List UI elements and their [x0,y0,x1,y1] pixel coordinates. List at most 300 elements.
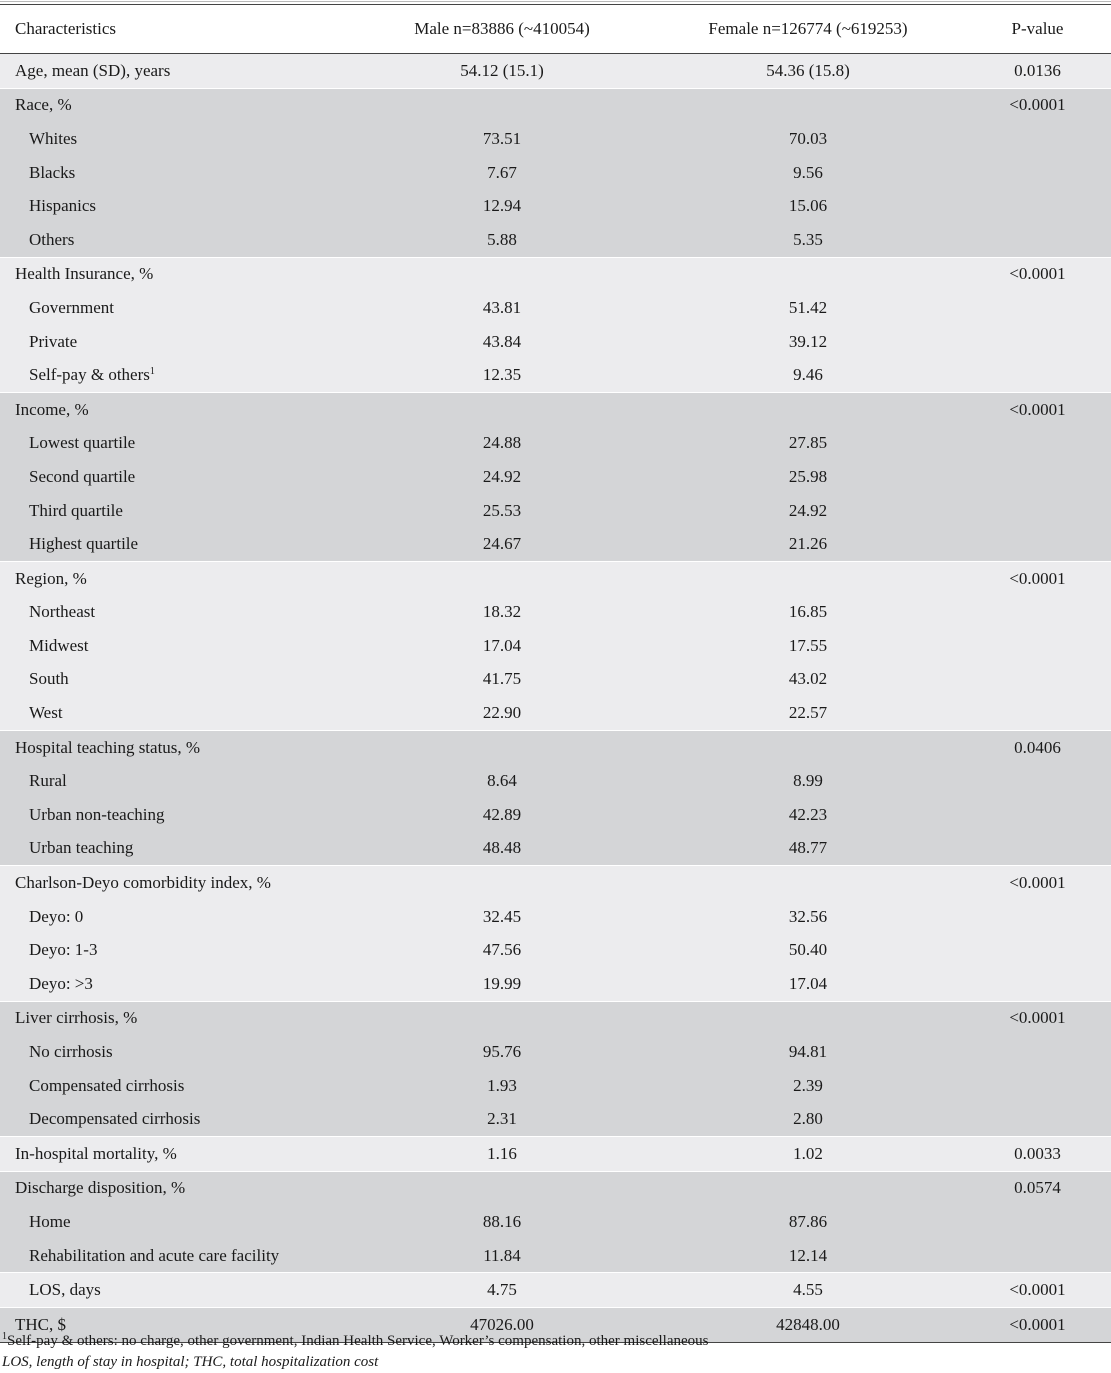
row-label-text: Private [29,331,78,351]
characteristics-table [0,4,1111,1343]
p-value [964,561,1111,595]
male-value-text: 1.93 [487,1075,517,1095]
table-row [0,156,1111,190]
footnote-self-pay-text: Self-pay & others: no charge, other government, Indian Health Service, Worker’s compensation, other miscellaneous [7,1333,709,1349]
row-label [0,1001,352,1035]
p-value [964,156,1111,190]
table-row [0,900,1111,934]
male-value-text: 48.48 [482,838,522,858]
female-value [652,1137,964,1172]
female-value-text: 50.40 [788,940,828,960]
p-value [964,596,1111,630]
male-value-text: 43.81 [482,297,522,317]
footnote-abbreviations: LOS, length of stay in hospital; THC, total hospitalization cost [2,1354,379,1370]
p-value-text: 0.0033 [1014,1143,1061,1163]
row-label-text: Lowest quartile [29,433,136,453]
row-label [0,494,352,528]
row-label-text: Northeast [29,602,96,622]
table-row [0,1001,1111,1035]
male-value-text: 47.56 [482,940,522,960]
table-row [0,494,1111,528]
table-row [0,933,1111,967]
row-label [0,257,352,291]
row-label [0,832,352,866]
female-value [652,696,964,730]
row-label-text: Race, % [15,95,72,115]
male-value [352,122,652,156]
female-value [652,223,964,257]
row-label-text: South [29,669,69,689]
p-value [964,325,1111,359]
row-label [0,392,352,426]
male-value-text: 12.35 [482,365,522,385]
female-value-text: 70.03 [788,128,828,148]
table-footnotes [2,1331,709,1373]
table-row [0,325,1111,359]
p-value [964,1307,1111,1342]
p-value [964,730,1111,764]
male-value-text: 24.67 [482,534,522,554]
male-value-text: 12.94 [482,196,522,216]
female-value [652,1171,964,1205]
row-label-text: Rehabilitation and acute care facility [29,1245,280,1265]
table-row [0,189,1111,223]
female-value-text: 15.06 [788,196,828,216]
p-value [964,866,1111,900]
female-value [652,730,964,764]
header-characteristics: Characteristics [0,5,352,54]
row-label-text: Compensated cirrhosis [29,1075,185,1095]
table-row [0,1273,1111,1308]
female-value [652,967,964,1001]
male-value [352,561,652,595]
p-value [964,291,1111,325]
female-value [652,1273,964,1308]
table-row [0,1035,1111,1069]
row-label-text: Highest quartile [29,534,139,554]
male-value-text: 43.84 [482,331,522,351]
footnote-marker: 1 [2,1331,7,1342]
female-value-text: 42848.00 [776,1314,840,1334]
table-row [0,54,1111,89]
male-value [352,967,652,1001]
male-value-text: 7.67 [487,162,517,182]
male-value-text: 95.76 [482,1042,522,1062]
female-value-text: 22.57 [788,703,828,723]
male-value [352,156,652,190]
row-label [0,291,352,325]
table-row [0,798,1111,832]
p-value-text: 0.0406 [1014,737,1061,757]
male-value [352,596,652,630]
female-value-text: 4.55 [793,1280,823,1300]
male-value-text: 2.31 [487,1109,517,1129]
female-value [652,427,964,461]
p-value [964,1035,1111,1069]
header-male: Male n=83886 (~410054) [352,5,652,54]
female-value-text: 5.35 [793,229,823,249]
p-value [964,832,1111,866]
female-value-text: 17.55 [788,635,828,655]
row-label-text: Blacks [29,162,76,182]
male-value-text: 73.51 [482,128,522,148]
male-value [352,527,652,561]
p-value [964,358,1111,392]
row-label-text: Whites [29,128,78,148]
p-value [964,1137,1111,1172]
table-row [0,291,1111,325]
row-label [0,596,352,630]
male-value [352,460,652,494]
male-value [352,832,652,866]
p-value [964,1001,1111,1035]
row-label [0,696,352,730]
female-value [652,596,964,630]
row-label-text: Charlson-Deyo comorbidity index, % [15,873,271,893]
row-label [0,1171,352,1205]
female-value-text: 39.12 [788,331,828,351]
row-label-text: Health Insurance, % [15,264,154,284]
male-value-text: 54.12 (15.1) [460,60,544,80]
female-value [652,494,964,528]
p-value [964,696,1111,730]
table-row [0,427,1111,461]
female-value-text: 42.23 [788,804,828,824]
male-value [352,494,652,528]
male-value [352,358,652,392]
table-row [0,527,1111,561]
male-value-text: 18.32 [482,602,522,622]
female-value-text: 43.02 [788,669,828,689]
female-value-text: 12.14 [788,1245,828,1265]
table-row [0,596,1111,630]
row-label [0,561,352,595]
female-value [652,561,964,595]
female-value [652,1035,964,1069]
row-label [0,730,352,764]
female-value [652,189,964,223]
p-value-text: <0.0001 [1009,568,1066,588]
table-row [0,88,1111,122]
row-label-text: Others [29,229,75,249]
table-row [0,730,1111,764]
row-label [0,1035,352,1069]
row-label [0,1137,352,1172]
male-value [352,1102,652,1136]
footnote-self-pay [2,1331,709,1352]
female-value [652,663,964,697]
female-value-text: 87.86 [788,1211,828,1231]
male-value-text: 42.89 [482,804,522,824]
female-value [652,900,964,934]
row-label [0,54,352,89]
male-value [352,88,652,122]
p-value-text: <0.0001 [1009,1280,1066,1300]
row-label [0,156,352,190]
female-value-text: 54.36 (15.8) [766,60,850,80]
male-value [352,900,652,934]
female-value-text: 2.39 [793,1075,823,1095]
female-value-text: 25.98 [788,466,828,486]
row-label-text: Self-pay & others [29,365,150,385]
female-value [652,832,964,866]
p-value [964,257,1111,291]
female-value-text: 21.26 [788,534,828,554]
p-value [964,1171,1111,1205]
row-label-text: Decompensated cirrhosis [29,1109,201,1129]
table-row [0,223,1111,257]
table-row [0,1205,1111,1239]
row-label [0,88,352,122]
row-label [0,900,352,934]
male-value-text: 32.45 [482,906,522,926]
row-label [0,629,352,663]
female-value [652,933,964,967]
table-row [0,764,1111,798]
row-label [0,1273,352,1308]
row-label [0,1239,352,1273]
male-value [352,189,652,223]
row-label-text: Liver cirrhosis, % [15,1008,138,1028]
male-value-text: 41.75 [482,669,522,689]
p-value [964,1239,1111,1273]
male-value [352,257,652,291]
male-value [352,1273,652,1308]
male-value [352,629,652,663]
row-label-text: Government [29,297,114,317]
p-value [964,764,1111,798]
male-value [352,1205,652,1239]
row-label-text: Home [29,1211,71,1231]
male-value-text: 47026.00 [470,1314,534,1334]
table-row [0,967,1111,1001]
row-label-text: THC, $ [15,1314,66,1334]
p-value [964,122,1111,156]
male-value-text: 25.53 [482,500,522,520]
table-row [0,561,1111,595]
female-value [652,1205,964,1239]
row-label-text: Deyo: >3 [29,973,93,993]
female-value [652,325,964,359]
male-value [352,764,652,798]
female-value-text: 9.56 [793,162,823,182]
p-value [964,798,1111,832]
row-label [0,460,352,494]
header-female: Female n=126774 (~619253) [652,5,964,54]
female-value-text: 8.99 [793,771,823,791]
row-label [0,967,352,1001]
p-value-text: <0.0001 [1009,1314,1066,1334]
row-label [0,189,352,223]
male-value [352,392,652,426]
male-value [352,866,652,900]
row-label [0,527,352,561]
p-value-text: <0.0001 [1009,95,1066,115]
male-value-text: 19.99 [482,973,522,993]
p-value [964,663,1111,697]
male-value-text: 4.75 [487,1280,517,1300]
row-label-text: Hospital teaching status, % [15,737,201,757]
table-row [0,1102,1111,1136]
female-value [652,629,964,663]
male-value [352,1239,652,1273]
female-value [652,764,964,798]
female-value [652,1239,964,1273]
female-value [652,358,964,392]
row-label-text: Deyo: 1-3 [29,940,98,960]
female-value-text: 48.77 [788,838,828,858]
table-row [0,1239,1111,1273]
row-label [0,122,352,156]
row-label [0,764,352,798]
p-value [964,967,1111,1001]
female-value-text: 24.92 [788,500,828,520]
male-value [352,696,652,730]
row-label-text: Region, % [15,568,87,588]
male-value-text: 88.16 [482,1211,522,1231]
female-value-text: 51.42 [788,297,828,317]
female-value [652,291,964,325]
p-value-text: <0.0001 [1009,399,1066,419]
male-value-text: 5.88 [487,229,517,249]
p-value [964,460,1111,494]
table-row [0,696,1111,730]
male-value [352,291,652,325]
female-value-text: 27.85 [788,433,828,453]
row-label [0,866,352,900]
row-label-text: Income, % [15,399,89,419]
row-label [0,427,352,461]
female-value [652,1102,964,1136]
table-row [0,663,1111,697]
table-row [0,1069,1111,1103]
row-label-text: Rural [29,771,67,791]
female-value [652,156,964,190]
p-value [964,629,1111,663]
table-header-row [0,5,1111,54]
female-value [652,54,964,89]
row-label-text: No cirrhosis [29,1042,113,1062]
male-value [352,1035,652,1069]
male-value-text: 22.90 [482,703,522,723]
header-p-value: P-value [964,5,1111,54]
male-value [352,1069,652,1103]
female-value [652,88,964,122]
row-label-text: Urban non-teaching [29,804,165,824]
row-label [0,1102,352,1136]
footnote-ref-marker: 1 [149,366,155,378]
p-value [964,189,1111,223]
p-value [964,527,1111,561]
female-value-text: 2.80 [793,1109,823,1129]
row-label [0,1205,352,1239]
table-row [0,1137,1111,1172]
p-value [964,1069,1111,1103]
male-value [352,325,652,359]
female-value-text: 1.02 [793,1143,823,1163]
p-value [964,392,1111,426]
female-value [652,527,964,561]
table-row [0,1171,1111,1205]
p-value [964,1273,1111,1308]
female-value [652,460,964,494]
male-value [352,933,652,967]
male-value [352,223,652,257]
row-label-text: Deyo: 0 [29,906,84,926]
table-body [0,54,1111,1343]
row-label-text: Discharge disposition, % [15,1178,186,1198]
row-label [0,223,352,257]
row-label-text: In-hospital mortality, % [15,1143,177,1163]
male-value-text: 11.84 [483,1245,521,1265]
male-value-text: 1.16 [487,1143,517,1163]
table-row [0,460,1111,494]
female-value [652,1001,964,1035]
row-label [0,358,352,392]
male-value [352,663,652,697]
p-value [964,933,1111,967]
male-value [352,1137,652,1172]
p-value [964,88,1111,122]
female-value-text: 32.56 [788,906,828,926]
female-value [652,798,964,832]
male-value [352,1171,652,1205]
male-value [352,798,652,832]
p-value-text: <0.0001 [1009,264,1066,284]
female-value-text: 16.85 [788,602,828,622]
male-value-text: 17.04 [482,635,522,655]
p-value [964,1102,1111,1136]
p-value [964,494,1111,528]
p-value-text: <0.0001 [1009,873,1066,893]
row-label [0,663,352,697]
table-row [0,866,1111,900]
male-value-text: 24.92 [482,466,522,486]
table-row [0,392,1111,426]
female-value [652,122,964,156]
p-value [964,1205,1111,1239]
p-value-text: 0.0136 [1014,60,1061,80]
row-label-text: LOS, days [29,1280,101,1300]
male-value [352,1001,652,1035]
row-label-text: Third quartile [29,500,123,520]
p-value [964,900,1111,934]
male-value [352,54,652,89]
row-label-text: Hispanics [29,196,97,216]
row-label [0,1069,352,1103]
row-label [0,325,352,359]
p-value-text: 0.0574 [1014,1178,1061,1198]
table-row [0,629,1111,663]
female-value [652,866,964,900]
p-value [964,223,1111,257]
row-label-text: Midwest [29,635,89,655]
p-value [964,54,1111,89]
female-value [652,257,964,291]
row-label [0,933,352,967]
p-value [964,427,1111,461]
male-value-text: 8.64 [487,771,517,791]
row-label-text: West [29,703,63,723]
female-value-text: 17.04 [788,973,828,993]
table-row [0,832,1111,866]
row-label [0,798,352,832]
table-row [0,358,1111,392]
male-value [352,730,652,764]
row-label-text: Urban teaching [29,838,134,858]
table-row [0,257,1111,291]
female-value-text: 9.46 [793,365,823,385]
